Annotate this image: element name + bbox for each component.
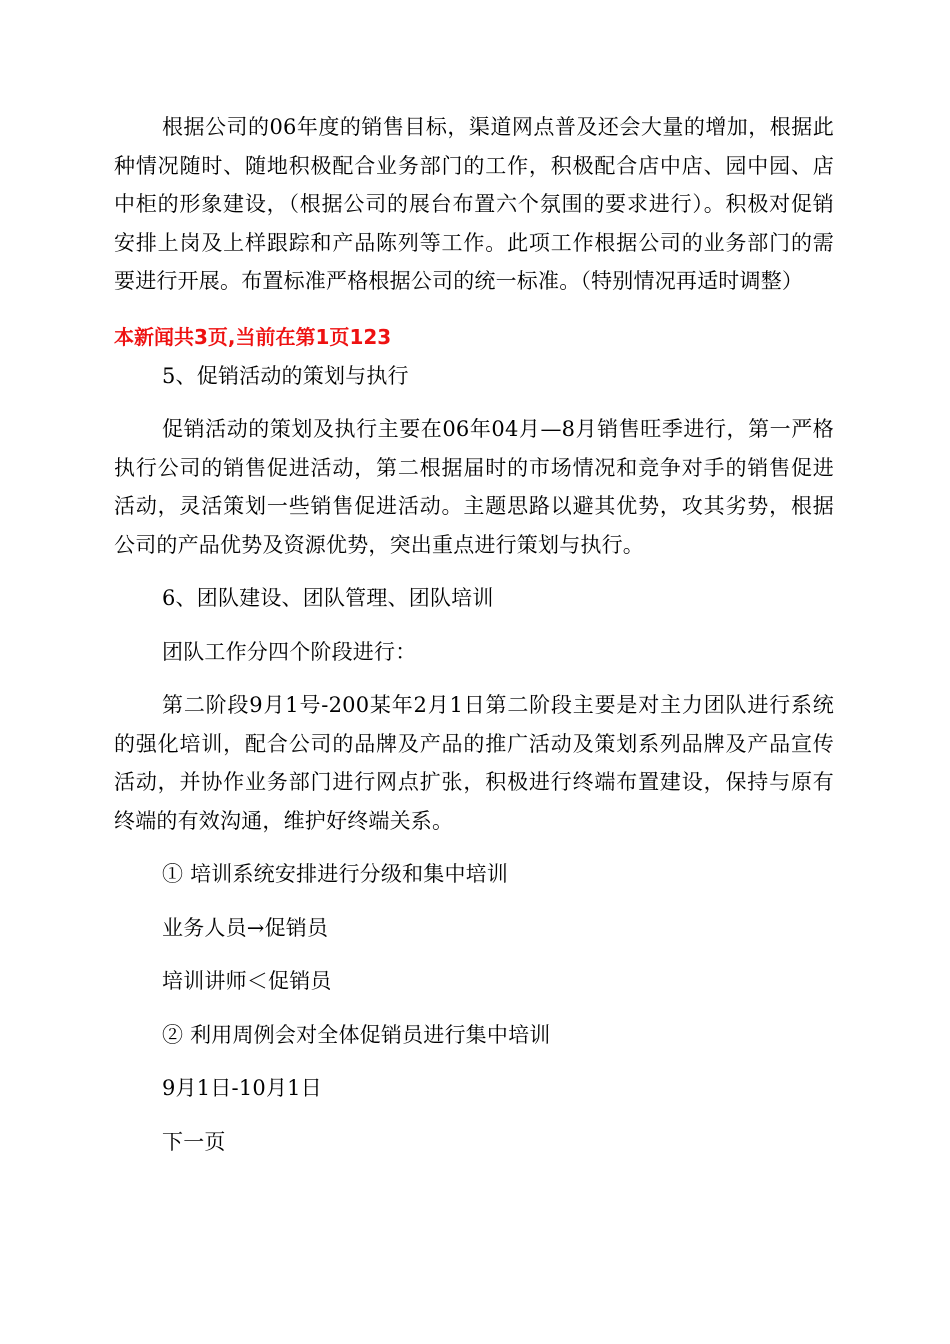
page-link-2[interactable]: 2 [363, 324, 378, 349]
list-item-training-system: ① 培训系统安排进行分级和集中培训 [162, 862, 509, 886]
list-item-trainer-promoter: 培训讲师＜促销员 [162, 969, 332, 993]
pagination-bar [114, 321, 834, 353]
paragraph-team-stages: 团队工作分四个阶段进行： [162, 639, 417, 664]
pagination-text: 本新闻共3页,当前在第1页 [114, 324, 350, 349]
date-range: 9月1日-10月1日 [162, 1076, 322, 1100]
paragraph-promotion: 促销活动的策划及执行主要在06年04月—8月销售旺季进行，第一严格执行公司的销售促进活动，第二根据届时的市场情况和竞争对手的销售促进活动，灵活策划一些销售促进活动。主题思路以避其优势，攻其劣势，根据公司的产品优势及资源优势，突出重点进行策划与执行。 [114, 417, 834, 557]
list-item-weekly-meeting: ② 利用周例会对全体促销员进行集中培训 [162, 1022, 551, 1047]
section-heading-team: 6、团队建设、团队管理、团队培训 [162, 586, 494, 610]
paragraph-display-construction: 根据公司的06年度的销售目标，渠道网点普及还会大量的增加，根据此种情况随时、随地积极配合业务部门的工作，积极配合店中店、园中园、店中柜的形象建设，（根据公司的展台布置六个氛围的要求进行）。积极对促销安排上岗及上样跟踪和产品陈列等工作。此项工作根据公司的业务部门的需要进行开展。布置标准严格根据公司的统一标准。（特别情况再适时调整） [114, 115, 834, 293]
page-link-3[interactable]: 3 [377, 324, 392, 349]
list-item-sales-to-promoter: 业务人员→促销员 [162, 915, 329, 940]
paragraph-stage-two: 第二阶段9月1号-200某年2月1日第二阶段主要是对主力团队进行系统的强化培训，配合公司的品牌及产品的推广活动及策划系列品牌及产品宣传活动，并协作业务部门进行网点扩张，积极进行终端布置建设，保持与原有终端的有效沟通，维护好终端关系。 [114, 693, 834, 833]
section-heading-promotion: 5、促销活动的策划与执行 [162, 363, 409, 388]
page-link-1[interactable]: 1 [349, 324, 364, 349]
article-body [114, 108, 834, 1161]
next-page-link[interactable]: 下一页 [162, 1129, 226, 1154]
